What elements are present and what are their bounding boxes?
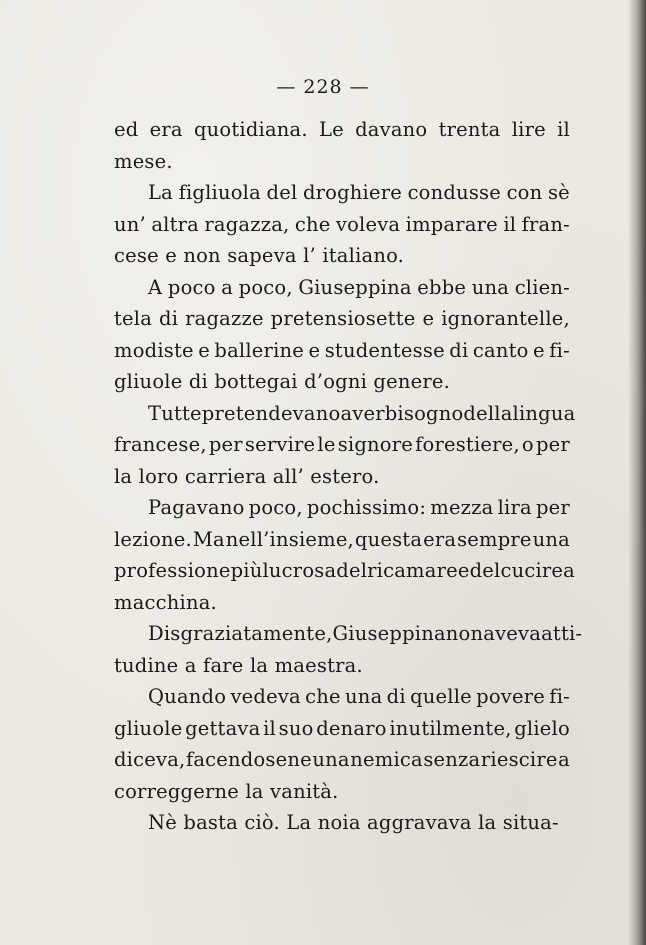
text-line: lezione. Ma nell’insieme, questa era sempre una (114, 527, 570, 551)
text-line: modiste e ballerine e studentesse di canto e fi- (114, 338, 570, 362)
text-line: tudine a fare la maestra. (114, 653, 363, 677)
paragraph (114, 272, 570, 398)
body-text (114, 114, 583, 839)
text-line: francese, per servire le signore forestiere, o per (114, 433, 570, 456)
paragraph (114, 114, 570, 177)
text-line: gliuole gettava il suo denaro inutilmente, glielo (114, 716, 570, 740)
text-line: correggerne la vanità. (114, 779, 339, 803)
text-line: macchina. (114, 590, 217, 614)
paragraph (114, 492, 575, 618)
text-line: mese. (114, 149, 173, 173)
text-line: Tutte pretendevano aver bisogno della lingua (148, 401, 576, 425)
paragraph (114, 177, 570, 272)
text-line: tela di ragazze pretensiosette e ignorantelle, (114, 307, 570, 330)
text-line: Quando vedeva che una di quelle povere fi- (148, 685, 570, 708)
text-line: diceva, facendosene una nemica senza riescire a (114, 748, 570, 771)
text-line: professione più lucrosa del ricamare e del cucire a (114, 559, 575, 582)
text-line: ed era quotidiana. Le davano trenta lire il (114, 118, 570, 141)
text-line: Pagavano poco, pochissimo: mezza lira per (148, 496, 570, 519)
text-line: Nè basta ciò. La noia aggravava la situa- (148, 811, 559, 834)
text-line: Disgraziatamente, Giuseppina non aveva atti- (148, 622, 583, 645)
text-line: A poco a poco, Giuseppina ebbe una clien- (148, 275, 570, 299)
text-line: cese e non sapeva l’ italiano. (114, 244, 405, 267)
paragraph (114, 618, 583, 681)
paragraph (114, 681, 570, 807)
text-line: La figliuola del droghiere condusse con sè (148, 181, 570, 204)
paragraph (114, 398, 576, 493)
text-line: gliuole di bottegai d’ogni genere. (114, 370, 451, 393)
page-edge-shadow (628, 0, 646, 945)
text-line: un’ altra ragazza, che voleva imparare il fran- (114, 212, 570, 236)
paragraph (114, 807, 570, 839)
page-number: — 228 — (276, 76, 370, 98)
text-line: la loro carriera all’ estero. (114, 464, 380, 488)
